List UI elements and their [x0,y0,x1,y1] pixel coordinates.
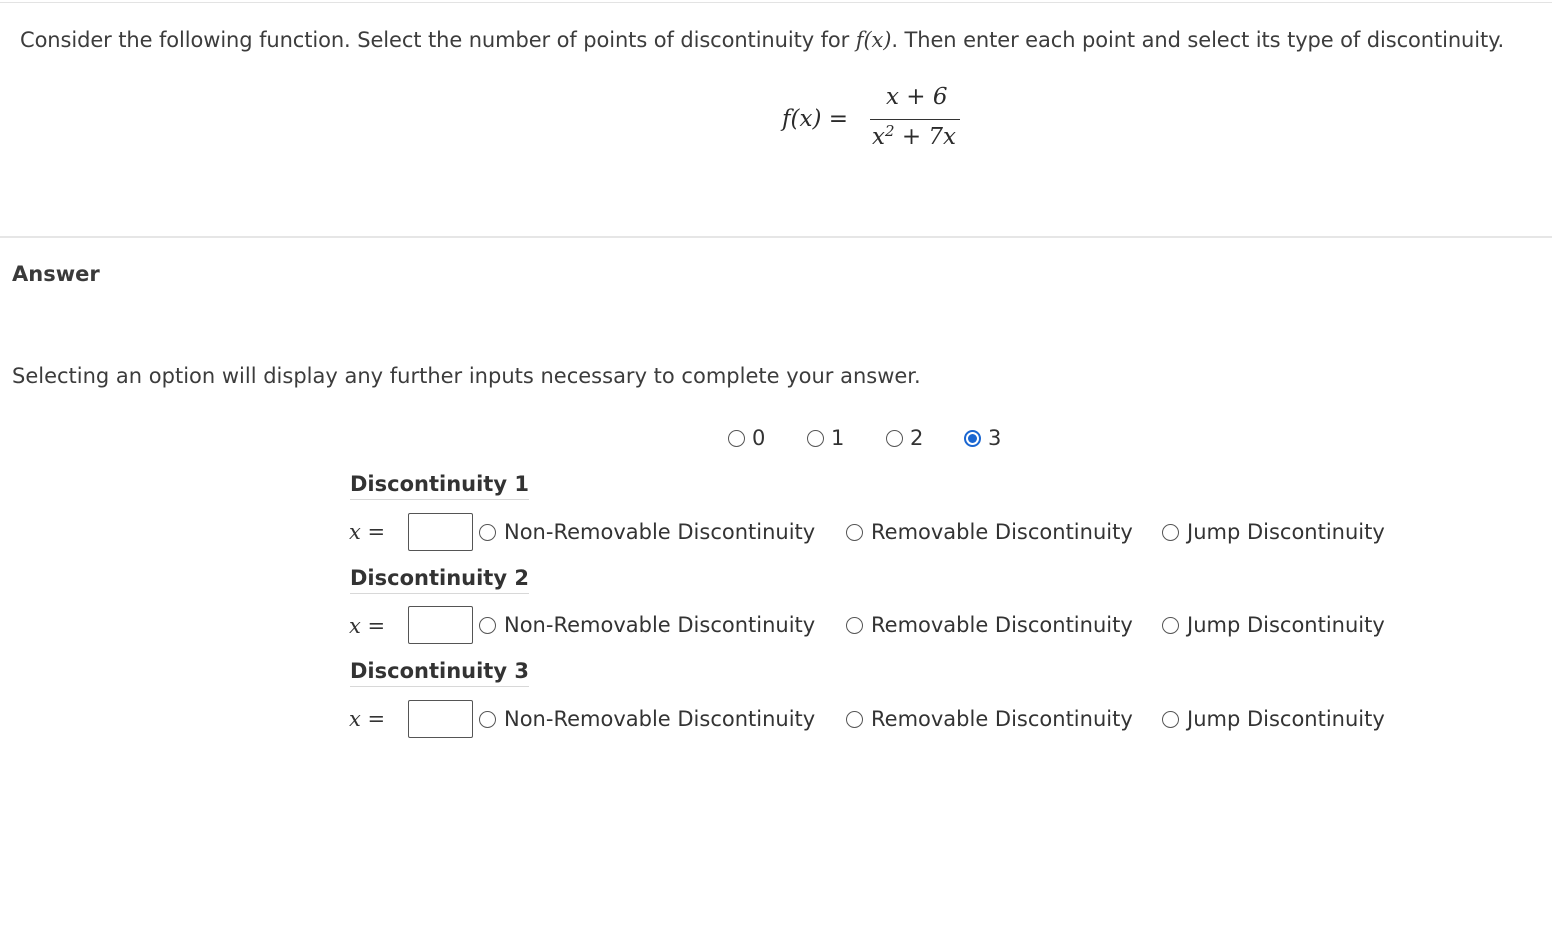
discontinuity-3-jump[interactable] [1162,705,1385,733]
count-option-label: 3 [988,426,1002,450]
count-option-0[interactable] [728,425,765,451]
discontinuity-1-removable[interactable] [846,518,1133,546]
discontinuity-1-jump[interactable] [1162,518,1385,546]
type-label: Removable Discontinuity [871,613,1133,637]
count-option-label: 0 [752,426,766,450]
count-option-label: 1 [831,426,845,450]
type-label: Jump Discontinuity [1187,707,1385,731]
discontinuity-1-title: Discontinuity 1 [350,472,529,500]
discontinuity-1-x-label: x = [349,520,386,544]
discontinuity-3-title: Discontinuity 3 [350,659,529,687]
radio-icon[interactable] [886,430,903,447]
count-option-1[interactable] [807,425,844,451]
prompt-text-end: . Then enter each point and select its type of discontinuity. [891,28,1505,52]
prompt-function: f(x) [855,28,892,52]
fraction-bar [870,119,960,120]
prompt-text-start: Consider the following function. Select the number of points of discontinuity for [20,28,856,52]
discontinuity-2-x-label: x = [349,614,386,638]
count-option-label: 2 [910,426,924,450]
discontinuity-1-x-input[interactable] [408,513,473,551]
formula-lhs: f(x) = [782,106,849,132]
answer-heading: Answer [12,262,100,286]
discontinuity-2-x-input[interactable] [408,606,473,644]
radio-selected-icon[interactable] [964,430,981,447]
radio-icon[interactable] [807,430,824,447]
formula-numerator: x + 6 [886,84,948,110]
radio-icon[interactable] [1162,524,1179,541]
discontinuity-2-jump[interactable] [1162,611,1385,639]
type-label: Jump Discontinuity [1187,613,1385,637]
discontinuity-2-title: Discontinuity 2 [350,566,529,594]
type-label: Non-Removable Discontinuity [504,613,816,637]
section-divider [0,236,1552,238]
type-label: Removable Discontinuity [871,520,1133,544]
discontinuity-1-non-removable[interactable] [479,518,815,546]
radio-icon[interactable] [1162,711,1179,728]
type-label: Non-Removable Discontinuity [504,707,816,731]
radio-icon[interactable] [479,617,496,634]
type-label: Non-Removable Discontinuity [504,520,816,544]
radio-icon[interactable] [479,711,496,728]
discontinuity-3-non-removable[interactable] [479,705,815,733]
discontinuity-3-x-label: x = [349,707,386,731]
formula-denominator [872,124,956,150]
discontinuity-2-non-removable[interactable] [479,611,815,639]
discontinuity-3-removable[interactable] [846,705,1133,733]
count-option-3[interactable] [964,425,1001,451]
count-option-2[interactable] [886,425,923,451]
radio-icon[interactable] [479,524,496,541]
type-label: Jump Discontinuity [1187,520,1385,544]
type-label: Removable Discontinuity [871,707,1133,731]
denominator-rest: + 7x [894,124,957,150]
answer-instruction: Selecting an option will display any further inputs necessary to complete your answer. [12,364,921,388]
radio-icon[interactable] [1162,617,1179,634]
denominator-exponent: 2 [884,122,895,140]
radio-icon[interactable] [846,711,863,728]
denominator-base: x [872,124,885,150]
radio-icon[interactable] [728,430,745,447]
radio-icon[interactable] [846,524,863,541]
function-formula [782,84,972,154]
top-divider [0,2,1552,3]
discontinuity-2-removable[interactable] [846,611,1133,639]
question-prompt [20,28,1504,52]
radio-icon[interactable] [846,617,863,634]
discontinuity-3-x-input[interactable] [408,700,473,738]
